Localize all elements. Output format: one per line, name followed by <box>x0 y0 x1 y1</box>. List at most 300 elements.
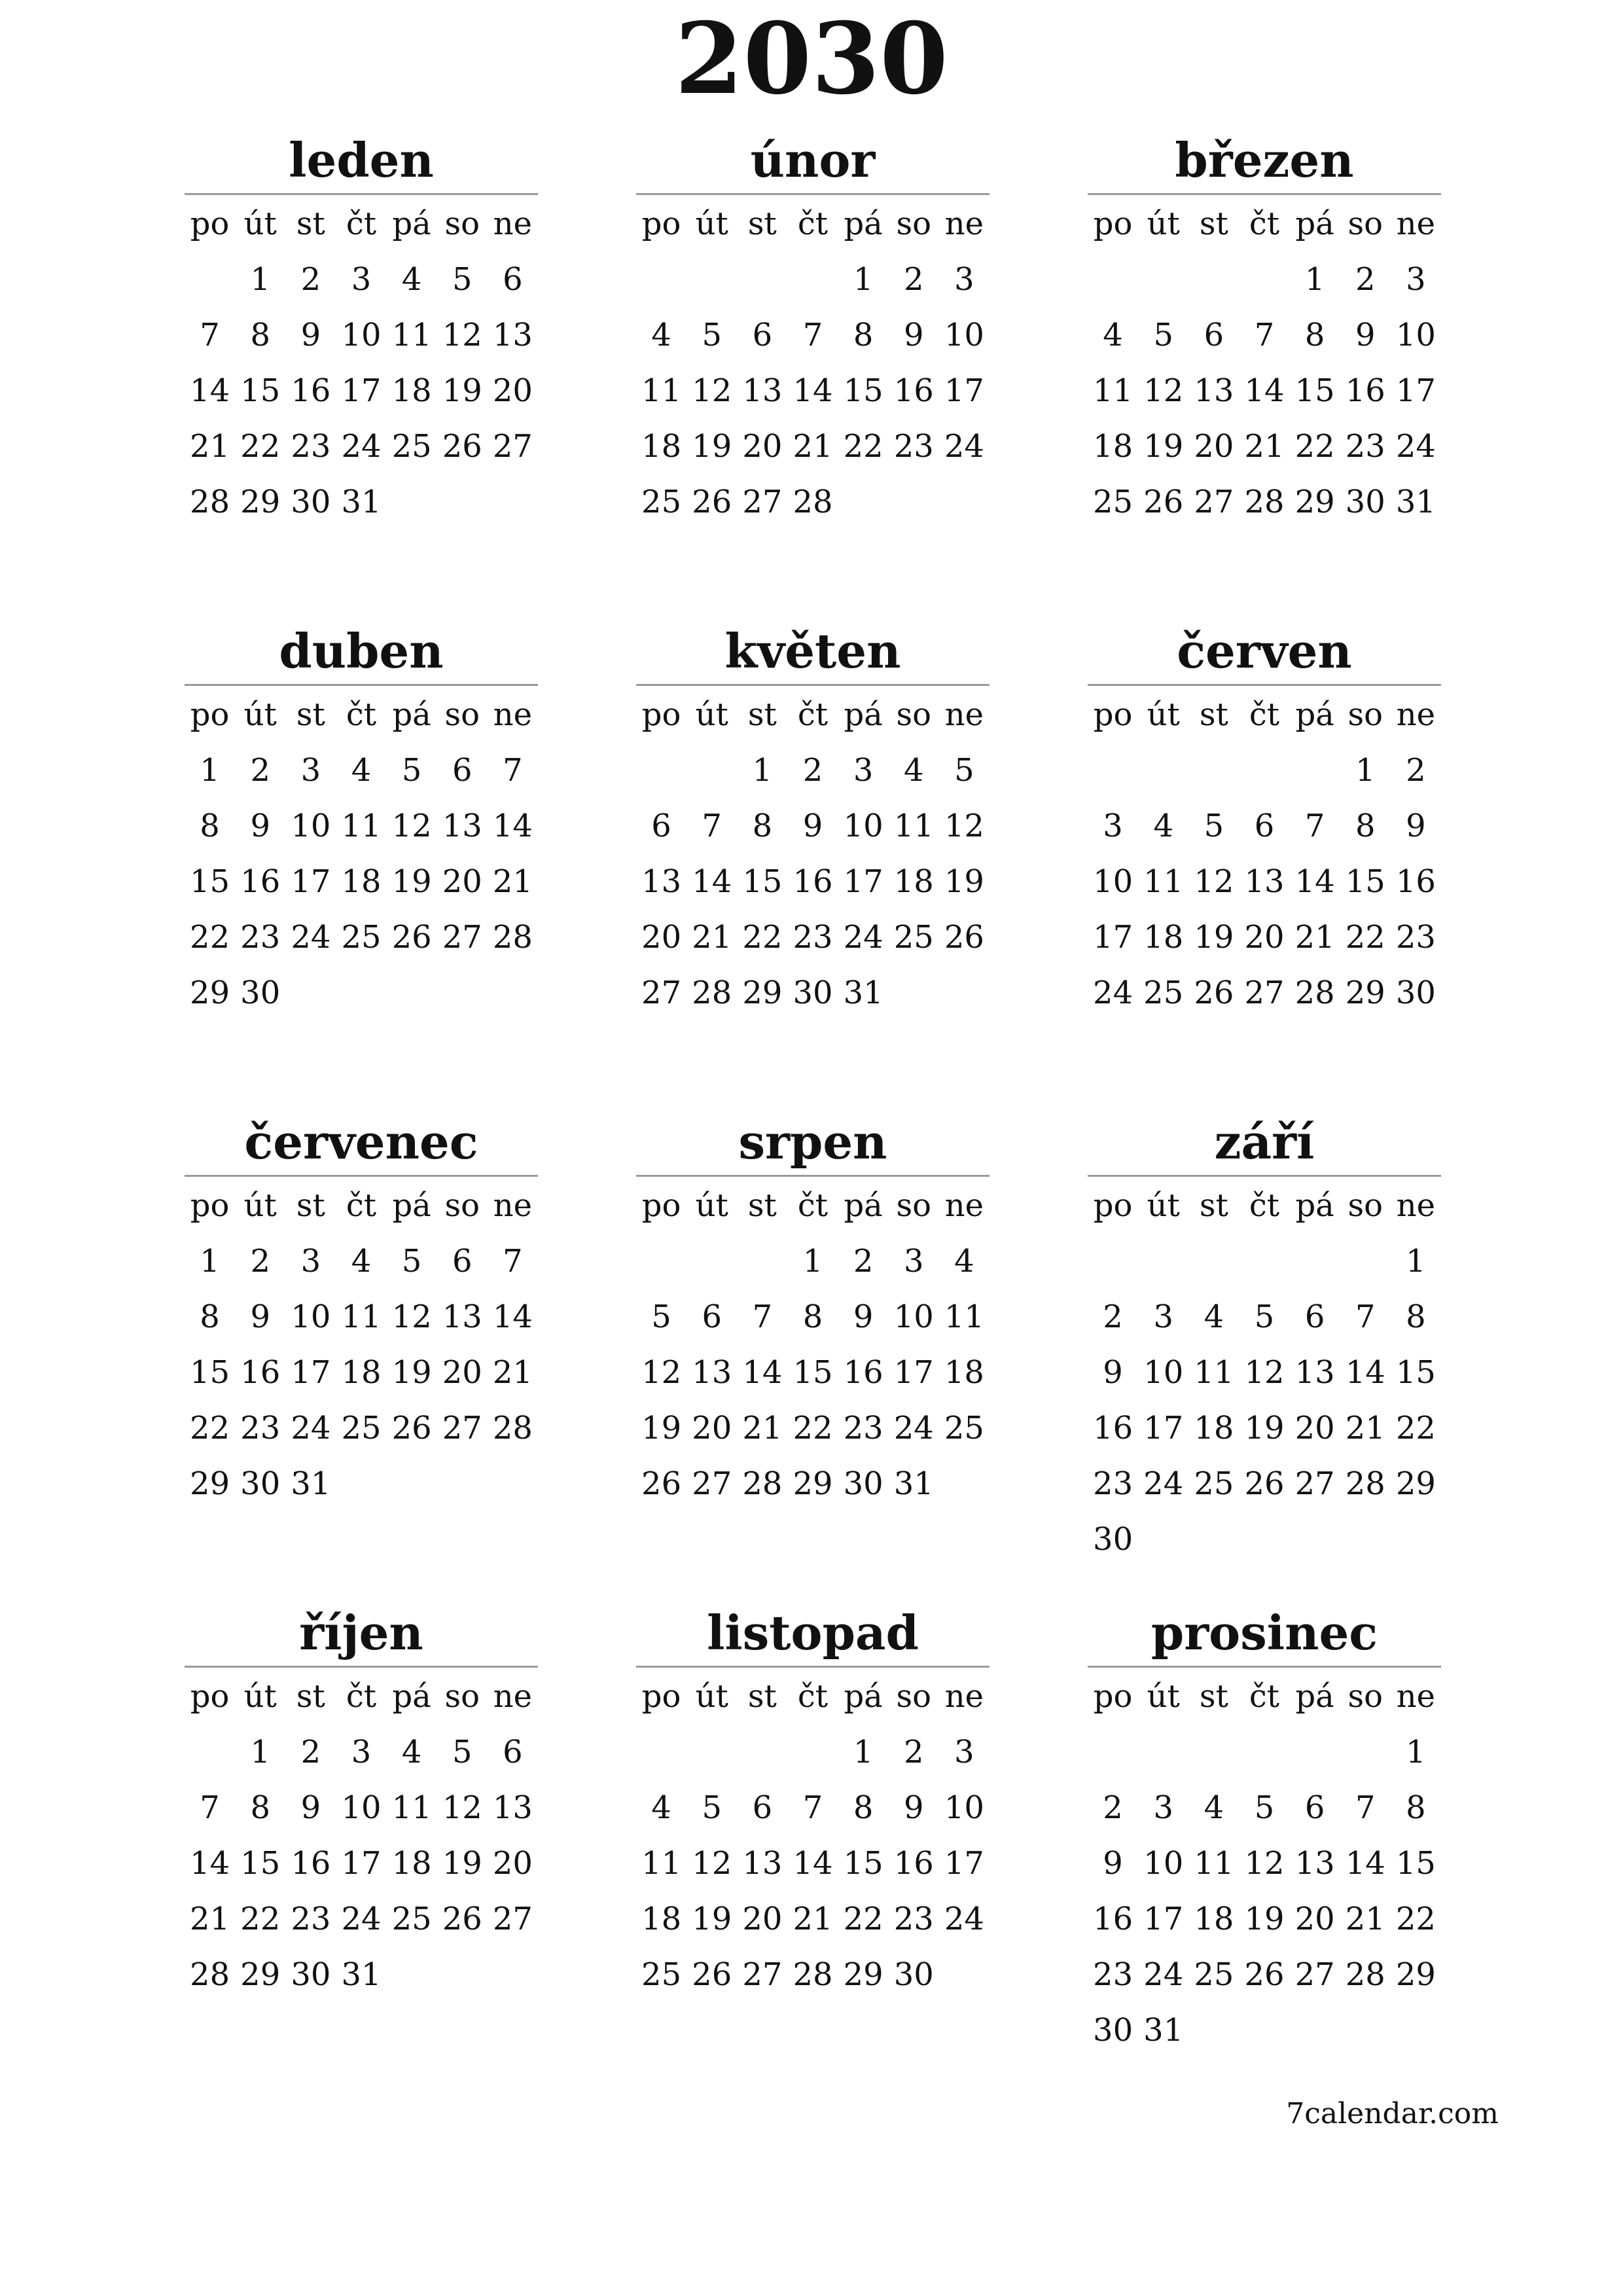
weekday-label: čt <box>346 696 377 733</box>
weekday-label: ne <box>493 206 533 242</box>
empty-day <box>1188 1234 1239 1289</box>
weekday-label: út <box>1147 1678 1180 1715</box>
day-number: 13 <box>1294 1354 1335 1391</box>
day-number: 20 <box>1244 919 1285 956</box>
day-number: 31 <box>341 1956 382 1993</box>
weekday-label: po <box>1093 206 1133 242</box>
day-number: 6 <box>452 1243 473 1280</box>
empty-day <box>1088 1725 1138 1780</box>
day-number: 17 <box>1143 1410 1184 1446</box>
day-number: 12 <box>692 372 732 409</box>
weekday-label: út <box>243 1678 277 1715</box>
day-number: 27 <box>1294 1956 1335 1993</box>
weekday-label: pá <box>392 696 431 733</box>
month-12 <box>1088 1600 1441 2058</box>
day-number: 22 <box>240 428 281 465</box>
day-number: 7 <box>1355 1789 1376 1826</box>
empty-day <box>1188 1725 1239 1780</box>
day-number: 23 <box>240 1410 281 1446</box>
day-number: 28 <box>692 975 732 1011</box>
weekday-label: pá <box>392 1678 431 1715</box>
day-number: 1 <box>250 261 270 298</box>
month-name: červen <box>1088 619 1441 686</box>
weekday-label: pá <box>1295 206 1334 242</box>
day-number: 7 <box>200 317 220 353</box>
day-number: 30 <box>1345 484 1385 520</box>
day-number: 30 <box>240 975 281 1011</box>
month-8 <box>636 1109 990 1512</box>
day-number: 2 <box>250 1243 270 1280</box>
day-number: 30 <box>1093 2012 1133 2049</box>
day-number: 12 <box>391 808 432 844</box>
day-number: 27 <box>692 1465 732 1502</box>
day-number: 26 <box>944 919 984 956</box>
day-number: 6 <box>651 808 671 844</box>
day-number: 4 <box>401 1734 422 1770</box>
day-number: 28 <box>1244 484 1285 520</box>
weekday-label: ne <box>493 696 533 733</box>
day-number: 27 <box>742 484 783 520</box>
day-number: 17 <box>341 1845 382 1882</box>
empty-day <box>636 252 687 308</box>
day-number: 14 <box>1294 863 1335 900</box>
day-number: 16 <box>240 863 281 900</box>
day-number: 8 <box>853 317 874 353</box>
day-number: 28 <box>1345 1956 1385 1993</box>
day-number: 11 <box>391 317 432 353</box>
day-number: 25 <box>341 919 382 956</box>
day-number: 16 <box>793 863 833 900</box>
day-number: 1 <box>250 1734 270 1770</box>
weekday-label: čt <box>797 1678 829 1715</box>
day-number: 8 <box>250 317 270 353</box>
day-number: 15 <box>1345 863 1385 900</box>
weekday-label: po <box>190 696 230 733</box>
day-number: 2 <box>1103 1299 1123 1335</box>
weekday-label: po <box>641 696 681 733</box>
empty-day <box>737 1725 787 1780</box>
day-number: 23 <box>1345 428 1385 465</box>
weekday-label: út <box>695 1678 728 1715</box>
weekday-label: čt <box>1249 1678 1280 1715</box>
day-number: 19 <box>1244 1901 1285 1937</box>
day-grid <box>636 196 990 530</box>
day-number: 31 <box>893 1465 934 1502</box>
day-number: 29 <box>1345 975 1385 1011</box>
day-number: 18 <box>391 1845 432 1882</box>
empty-day <box>1239 743 1289 798</box>
day-number: 3 <box>1153 1299 1173 1335</box>
day-number: 11 <box>893 808 934 844</box>
empty-day <box>687 1234 737 1289</box>
weekday-label: st <box>1199 1678 1228 1715</box>
day-number: 6 <box>503 1734 523 1770</box>
month-name: květen <box>636 619 990 686</box>
day-number: 16 <box>843 1354 883 1391</box>
day-number: 25 <box>1194 1956 1234 1993</box>
weekday-label: po <box>1093 1187 1133 1224</box>
weekday-label: čt <box>1249 696 1280 733</box>
day-number: 24 <box>341 428 382 465</box>
day-number: 10 <box>341 1789 382 1826</box>
weekday-label: ne <box>1396 1678 1436 1715</box>
day-grid <box>1088 1669 1441 2058</box>
day-number: 23 <box>793 919 833 956</box>
month-name: listopad <box>636 1600 990 1668</box>
day-number: 10 <box>1395 317 1436 353</box>
day-number: 19 <box>442 372 482 409</box>
empty-day <box>1138 252 1188 308</box>
day-number: 27 <box>1294 1465 1335 1502</box>
day-number: 2 <box>904 1734 924 1770</box>
day-number: 13 <box>492 1789 533 1826</box>
day-number: 1 <box>1304 261 1325 298</box>
day-number: 21 <box>190 1901 230 1937</box>
day-number: 19 <box>641 1410 682 1446</box>
weekday-label: út <box>695 696 728 733</box>
day-number: 6 <box>752 317 773 353</box>
empty-day <box>687 1725 737 1780</box>
weekday-label: st <box>1199 206 1228 242</box>
day-number: 19 <box>391 863 432 900</box>
day-number: 18 <box>341 1354 382 1391</box>
day-number: 16 <box>893 372 934 409</box>
day-number: 3 <box>351 1734 372 1770</box>
day-number: 24 <box>1395 428 1436 465</box>
day-number: 8 <box>853 1789 874 1826</box>
weekday-label: ne <box>1396 1187 1436 1224</box>
day-number: 14 <box>190 1845 230 1882</box>
day-number: 12 <box>442 1789 482 1826</box>
day-number: 11 <box>391 1789 432 1826</box>
day-number: 10 <box>893 1299 934 1335</box>
weekday-label: po <box>641 1678 681 1715</box>
day-number: 19 <box>1244 1410 1285 1446</box>
day-number: 13 <box>1294 1845 1335 1882</box>
day-number: 13 <box>442 808 482 844</box>
day-number: 13 <box>442 1299 482 1335</box>
day-number: 6 <box>452 752 473 789</box>
day-number: 14 <box>793 372 833 409</box>
day-number: 29 <box>1395 1465 1436 1502</box>
day-number: 1 <box>802 1243 823 1280</box>
day-number: 16 <box>1395 863 1436 900</box>
day-number: 25 <box>1194 1465 1234 1502</box>
weekday-label: pá <box>1295 1187 1334 1224</box>
day-number: 6 <box>1254 808 1275 844</box>
day-number: 3 <box>300 1243 321 1280</box>
day-number: 4 <box>401 261 422 298</box>
empty-day <box>636 1234 687 1289</box>
day-number: 4 <box>1103 317 1123 353</box>
day-number: 18 <box>391 372 432 409</box>
day-number: 27 <box>742 1956 783 1993</box>
day-number: 20 <box>492 372 533 409</box>
day-number: 26 <box>641 1465 682 1502</box>
day-number: 20 <box>742 428 783 465</box>
weekday-label: út <box>243 696 277 733</box>
weekday-label: pá <box>844 206 883 242</box>
day-number: 23 <box>240 919 281 956</box>
day-number: 12 <box>944 808 984 844</box>
weekday-label: so <box>896 1678 932 1715</box>
day-number: 21 <box>492 1354 533 1391</box>
month-name: únor <box>636 128 990 195</box>
day-number: 2 <box>802 752 823 789</box>
day-number: 24 <box>1143 1956 1184 1993</box>
day-number: 18 <box>1093 428 1133 465</box>
day-number: 15 <box>240 372 281 409</box>
empty-day <box>1340 1234 1391 1289</box>
month-10 <box>185 1600 538 2003</box>
day-number: 22 <box>190 919 230 956</box>
day-number: 25 <box>341 1410 382 1446</box>
day-number: 17 <box>1093 919 1133 956</box>
day-number: 17 <box>843 863 883 900</box>
day-number: 26 <box>391 1410 432 1446</box>
day-number: 26 <box>442 428 482 465</box>
day-number: 18 <box>1143 919 1184 956</box>
day-number: 3 <box>1103 808 1123 844</box>
day-number: 26 <box>1244 1956 1285 1993</box>
day-number: 14 <box>1244 372 1285 409</box>
weekday-label: čt <box>797 206 829 242</box>
empty-day <box>1138 1234 1188 1289</box>
day-number: 10 <box>843 808 883 844</box>
empty-day <box>737 252 787 308</box>
weekday-label: čt <box>1249 1187 1280 1224</box>
weekday-label: čt <box>797 696 829 733</box>
day-number: 30 <box>1395 975 1436 1011</box>
empty-day <box>787 252 838 308</box>
weekday-label: pá <box>844 1678 883 1715</box>
day-number: 21 <box>793 1901 833 1937</box>
day-number: 7 <box>1254 317 1275 353</box>
day-number: 1 <box>1406 1243 1426 1280</box>
day-number: 12 <box>1244 1354 1285 1391</box>
day-grid <box>636 1669 990 2003</box>
empty-day <box>787 1725 838 1780</box>
day-number: 18 <box>944 1354 984 1391</box>
day-number: 26 <box>1244 1465 1285 1502</box>
day-number: 4 <box>1153 808 1173 844</box>
day-number: 23 <box>1093 1956 1133 1993</box>
day-number: 3 <box>954 261 974 298</box>
day-number: 5 <box>1254 1789 1275 1826</box>
day-grid <box>636 687 990 1021</box>
day-number: 24 <box>291 1410 331 1446</box>
day-number: 27 <box>492 1901 533 1937</box>
day-number: 4 <box>954 1243 974 1280</box>
day-number: 12 <box>1194 863 1234 900</box>
day-number: 6 <box>503 261 523 298</box>
weekday-label: so <box>444 1678 480 1715</box>
day-number: 10 <box>1093 863 1133 900</box>
day-number: 7 <box>1355 1299 1376 1335</box>
empty-day <box>1239 1234 1289 1289</box>
day-number: 1 <box>853 1734 874 1770</box>
day-number: 10 <box>291 808 331 844</box>
weekday-label: ne <box>1396 696 1436 733</box>
day-number: 2 <box>1355 261 1376 298</box>
day-number: 10 <box>341 317 382 353</box>
month-name: březen <box>1088 128 1441 195</box>
day-number: 3 <box>1153 1789 1173 1826</box>
day-number: 17 <box>291 863 331 900</box>
day-number: 8 <box>752 808 773 844</box>
day-number: 14 <box>492 1299 533 1335</box>
day-grid <box>636 1178 990 1512</box>
day-number: 23 <box>1395 919 1436 956</box>
day-number: 22 <box>793 1410 833 1446</box>
day-number: 9 <box>1103 1354 1123 1391</box>
day-number: 21 <box>1345 1410 1385 1446</box>
year-title: 2030 <box>675 1 948 117</box>
weekday-label: út <box>243 206 277 242</box>
day-grid <box>185 1178 538 1512</box>
weekday-label: st <box>296 1187 325 1224</box>
weekday-label: so <box>1347 1187 1383 1224</box>
day-number: 11 <box>1194 1354 1234 1391</box>
day-number: 16 <box>240 1354 281 1391</box>
day-number: 7 <box>702 808 722 844</box>
day-grid <box>185 1669 538 2003</box>
day-number: 20 <box>1194 428 1234 465</box>
day-number: 21 <box>742 1410 783 1446</box>
empty-day <box>1088 1234 1138 1289</box>
weekday-label: so <box>444 696 480 733</box>
empty-day <box>185 252 235 308</box>
site-credit: 7calendar.com <box>1286 2097 1499 2130</box>
day-number: 28 <box>1345 1465 1385 1502</box>
day-number: 4 <box>651 317 671 353</box>
empty-day <box>636 1725 687 1780</box>
day-number: 12 <box>442 317 482 353</box>
month-2 <box>636 128 990 530</box>
day-number: 14 <box>742 1354 783 1391</box>
day-number: 17 <box>1395 372 1436 409</box>
day-number: 5 <box>452 1734 473 1770</box>
day-number: 13 <box>492 317 533 353</box>
day-number: 24 <box>944 428 984 465</box>
day-grid <box>1088 1178 1441 1568</box>
day-number: 21 <box>1294 919 1335 956</box>
empty-day <box>1290 1234 1340 1289</box>
day-number: 14 <box>1345 1354 1385 1391</box>
empty-day <box>687 252 737 308</box>
day-number: 26 <box>692 484 732 520</box>
month-11 <box>636 1600 990 2003</box>
day-number: 30 <box>240 1465 281 1502</box>
month-6 <box>1088 619 1441 1021</box>
day-number: 9 <box>250 808 270 844</box>
day-number: 23 <box>893 1901 934 1937</box>
day-number: 24 <box>843 919 883 956</box>
day-number: 1 <box>853 261 874 298</box>
day-number: 11 <box>641 372 682 409</box>
day-number: 9 <box>300 317 321 353</box>
day-number: 11 <box>641 1845 682 1882</box>
weekday-label: st <box>747 1187 777 1224</box>
weekday-label: ne <box>944 1187 984 1224</box>
empty-day <box>1340 1725 1391 1780</box>
day-number: 9 <box>1355 317 1376 353</box>
empty-day <box>737 1234 787 1289</box>
weekday-label: út <box>695 206 728 242</box>
weekday-label: pá <box>392 1187 431 1224</box>
day-number: 26 <box>692 1956 732 1993</box>
day-number: 17 <box>893 1354 934 1391</box>
day-number: 5 <box>1153 317 1173 353</box>
day-number: 27 <box>1244 975 1285 1011</box>
day-number: 8 <box>1406 1789 1426 1826</box>
empty-day <box>1188 743 1239 798</box>
empty-day <box>1239 252 1289 308</box>
day-number: 25 <box>641 484 682 520</box>
day-number: 18 <box>341 863 382 900</box>
day-number: 4 <box>351 1243 372 1280</box>
day-number: 29 <box>190 975 230 1011</box>
day-number: 20 <box>742 1901 783 1937</box>
day-grid <box>1088 687 1441 1021</box>
day-number: 5 <box>452 261 473 298</box>
day-number: 14 <box>793 1845 833 1882</box>
day-number: 21 <box>190 428 230 465</box>
weekday-label: po <box>190 206 230 242</box>
day-number: 6 <box>1304 1789 1325 1826</box>
day-number: 30 <box>1093 1521 1133 1558</box>
empty-day <box>1088 252 1138 308</box>
day-number: 31 <box>1143 2012 1184 2049</box>
day-number: 29 <box>1395 1956 1436 1993</box>
day-number: 29 <box>240 1956 281 1993</box>
day-number: 12 <box>692 1845 732 1882</box>
day-number: 2 <box>300 261 321 298</box>
day-number: 5 <box>1204 808 1224 844</box>
day-number: 5 <box>1254 1299 1275 1335</box>
day-number: 9 <box>802 808 823 844</box>
day-number: 20 <box>692 1410 732 1446</box>
day-number: 12 <box>1244 1845 1285 1882</box>
empty-day <box>1188 252 1239 308</box>
day-number: 20 <box>492 1845 533 1882</box>
day-number: 8 <box>250 1789 270 1826</box>
day-number: 8 <box>1304 317 1325 353</box>
day-number: 15 <box>1395 1845 1436 1882</box>
empty-day <box>687 743 737 798</box>
day-number: 29 <box>742 975 783 1011</box>
day-grid <box>185 196 538 530</box>
weekday-label: so <box>1347 696 1383 733</box>
day-number: 19 <box>391 1354 432 1391</box>
day-number: 16 <box>1093 1901 1133 1937</box>
empty-day <box>1290 1725 1340 1780</box>
day-number: 15 <box>843 372 883 409</box>
weekday-label: st <box>296 1678 325 1715</box>
day-number: 7 <box>503 752 523 789</box>
weekday-label: pá <box>844 696 883 733</box>
day-number: 22 <box>240 1901 281 1937</box>
weekday-label: pá <box>844 1187 883 1224</box>
day-number: 30 <box>291 1956 331 1993</box>
day-number: 19 <box>1143 428 1184 465</box>
month-name: srpen <box>636 1109 990 1177</box>
day-number: 17 <box>341 372 382 409</box>
day-number: 28 <box>492 1410 533 1446</box>
day-number: 15 <box>190 863 230 900</box>
day-number: 27 <box>442 919 482 956</box>
month-name: prosinec <box>1088 1600 1441 1668</box>
